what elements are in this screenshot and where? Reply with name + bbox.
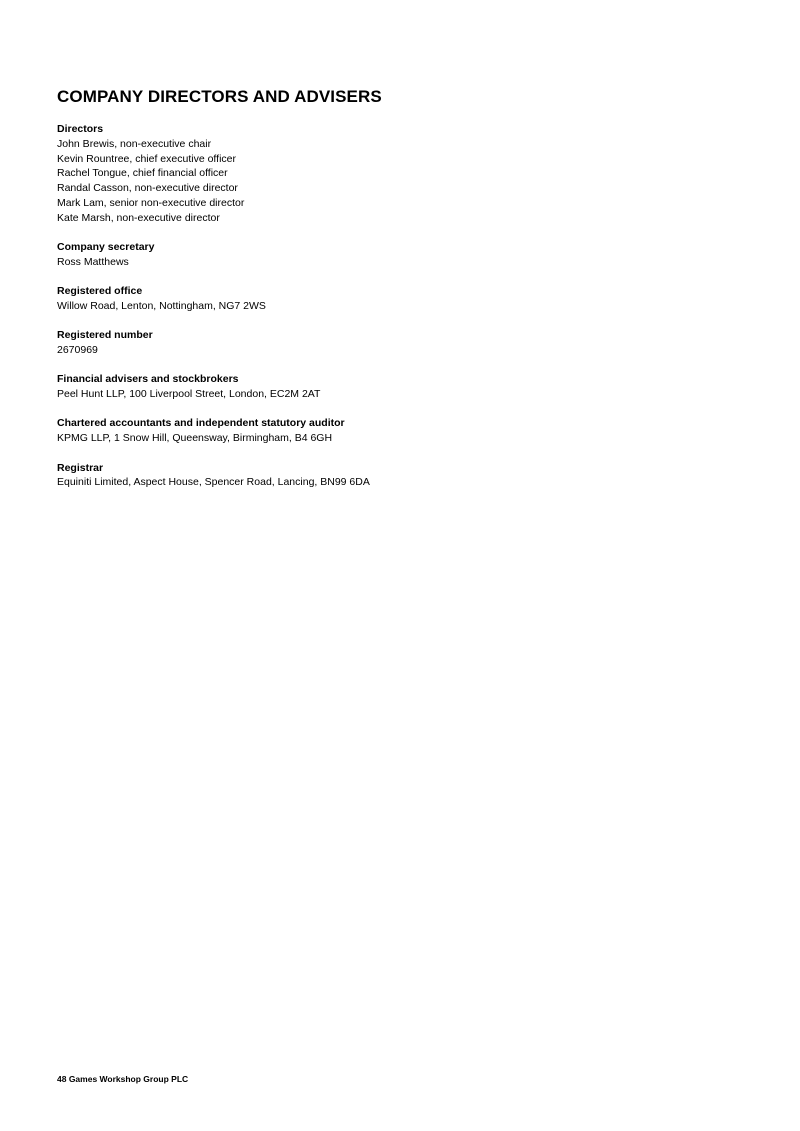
page-footer: 48 Games Workshop Group PLC — [57, 1074, 189, 1084]
section-registered-office — [57, 284, 757, 314]
section-heading: Registered office — [57, 285, 143, 298]
section-line: Willow Road, Lenton, Nottingham, NG7 2WS — [57, 299, 266, 312]
director-line: Rachel Tongue, chief financial officer — [57, 167, 228, 180]
section-heading: Directors — [57, 123, 104, 135]
section-line: Peel Hunt LLP, 100 Liverpool Street, London, EC2M 2AT — [57, 388, 321, 401]
section-line: Ross Matthews — [57, 255, 129, 268]
section-heading: Registrar — [57, 461, 104, 474]
director-line: Kate Marsh, non-executive director — [57, 211, 220, 224]
section-auditor — [57, 416, 757, 446]
section-directors — [57, 122, 757, 226]
section-heading: Financial advisers and stockbrokers — [57, 373, 239, 386]
director-line: John Brewis, non-executive chair — [57, 137, 212, 150]
section-company-secretary — [57, 240, 757, 270]
director-line: Randal Casson, non-executive director — [57, 182, 238, 195]
directors-and-advisers-list — [57, 122, 757, 505]
section-line: Equiniti Limited, Aspect House, Spencer Road, Lancing, BN99 6DA — [57, 476, 370, 489]
section-heading: Company secretary — [57, 241, 155, 254]
director-line: Kevin Rountree, chief executive officer — [57, 152, 236, 165]
section-registrar — [57, 461, 757, 491]
section-registered-number — [57, 328, 757, 358]
page-title: COMPANY DIRECTORS AND ADVISERS — [57, 87, 382, 106]
section-financial-advisers — [57, 372, 757, 402]
section-line: 2670969 — [57, 344, 98, 357]
director-line: Mark Lam, senior non-executive director — [57, 196, 245, 209]
section-line: KPMG LLP, 1 Snow Hill, Queensway, Birmingham, B4 6GH — [57, 432, 333, 445]
section-heading: Registered number — [57, 329, 153, 342]
section-heading: Chartered accountants and independent statutory auditor — [57, 417, 345, 430]
